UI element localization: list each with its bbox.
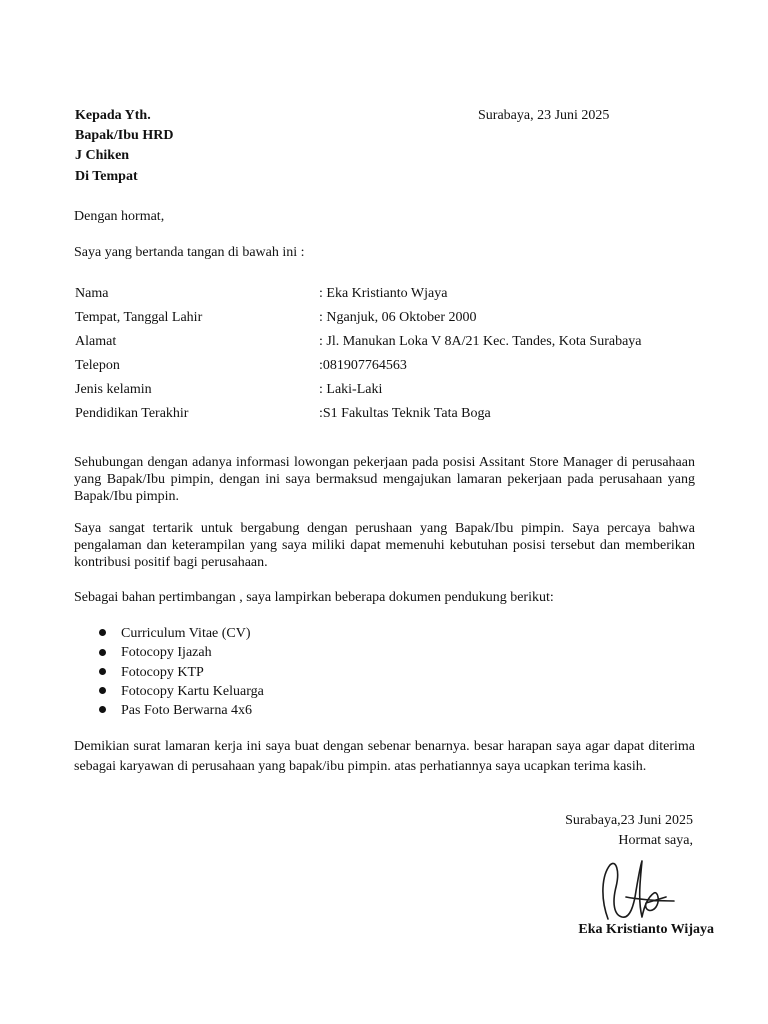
detail-value: : Nganjuk, 06 Oktober 2000 xyxy=(319,310,477,325)
signature-date: Surabaya,23 Juni 2025 xyxy=(565,813,693,828)
bullet-icon xyxy=(99,668,106,675)
bullet-icon xyxy=(99,629,106,636)
bullet-icon xyxy=(99,649,106,656)
detail-label: Alamat xyxy=(75,334,117,349)
list-item: Curriculum Vitae (CV) xyxy=(99,624,264,643)
detail-value: : Jl. Manukan Loka V 8A/21 Kec. Tandes, Kota Surabaya xyxy=(319,334,642,349)
detail-value: :081907764563 xyxy=(319,358,407,373)
detail-value: : Laki-Laki xyxy=(319,382,383,397)
signature-name: Eka Kristianto Wijaya xyxy=(578,922,714,937)
detail-label: Nama xyxy=(75,286,109,301)
detail-label: Jenis kelamin xyxy=(75,382,152,397)
detail-label: Telepon xyxy=(75,358,120,373)
closing-paragraph: Demikian surat lamaran kerja ini saya buat dengan sebenar benarnya. besar harapan saya agar dapat diterima sebagai karyawan di perusahaan yang bapak/ibu pimpin. atas perhatiannya saya ucapkan terima kasih. xyxy=(74,739,695,774)
paragraph-1: Sehubungan dengan adanya informasi lowongan pekerjaan pada posisi Assitant Store Manager di perusahaan yang Bapak/Ibu pimpin, dengan ini saya bermaksud mengajukan lamaran pekerjaan pada perusahaan yang Bapak/Ibu pimpin. xyxy=(74,455,695,504)
handwritten-signature xyxy=(596,857,676,927)
intro-line: Saya yang bertanda tangan di bawah ini : xyxy=(74,245,305,260)
list-item: Fotocopy Kartu Keluarga xyxy=(99,682,264,701)
recipient-line-3: J Chiken xyxy=(75,148,130,163)
recipient-line-2: Bapak/Ibu HRD xyxy=(75,128,174,143)
attachment-list xyxy=(99,624,264,720)
bullet-icon xyxy=(99,687,106,694)
paragraph-3: Sebagai bahan pertimbangan , saya lampirkan beberapa dokumen pendukung berikut: xyxy=(74,590,554,605)
recipient-line-1: Kepada Yth. xyxy=(75,108,151,123)
detail-label: Tempat, Tanggal Lahir xyxy=(75,310,203,325)
detail-value: : Eka Kristianto Wjaya xyxy=(319,286,448,301)
list-item: Pas Foto Berwarna 4x6 xyxy=(99,701,264,720)
recipient-line-4: Di Tempat xyxy=(75,169,138,184)
header-date: Surabaya, 23 Juni 2025 xyxy=(478,108,610,123)
salutation: Dengan hormat, xyxy=(74,209,165,224)
bullet-icon xyxy=(99,706,106,713)
signature-regards: Hormat saya, xyxy=(618,833,693,848)
detail-value: :S1 Fakultas Teknik Tata Boga xyxy=(319,406,491,421)
detail-label: Pendidikan Terakhir xyxy=(75,406,189,421)
list-item: Fotocopy KTP xyxy=(99,663,264,682)
list-item: Fotocopy Ijazah xyxy=(99,643,264,662)
paragraph-2: Saya sangat tertarik untuk bergabung dengan perushaan yang Bapak/Ibu pimpin. Saya percaya bahwa pengalaman dan keterampilan yang saya miliki dapat memenuhi kebutuhan posisi tersebut dan memberikan kontribusi positif bagi perusahaan. xyxy=(74,521,695,570)
